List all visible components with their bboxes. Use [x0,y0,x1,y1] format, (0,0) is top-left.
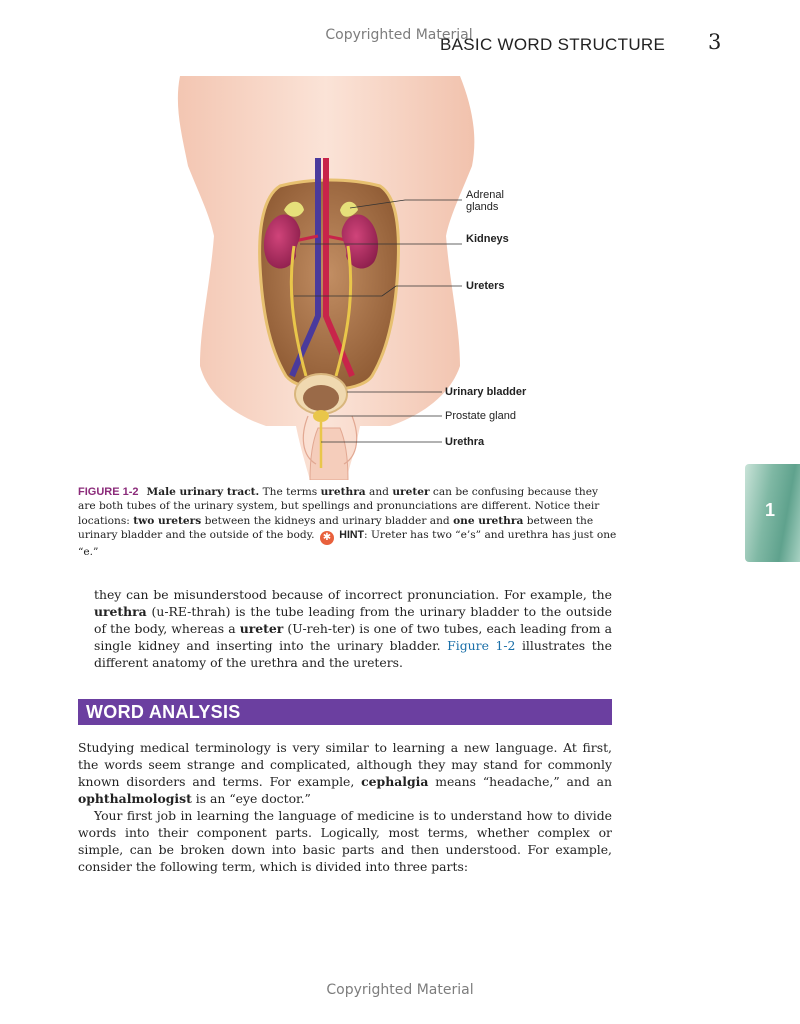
label-urethra: Urethra [445,436,485,448]
caption-text: between the urinary bladder and the outside of the body. [78,514,594,542]
caption-term: urethra [320,486,366,498]
paragraph-text: (u-RE-thrah) is the tube leading from the urinary bladder to the outside of the body, whereas a [94,604,612,636]
paragraph-text: (U-reh-ter) is one of two tubes, each leading from a single kidney and inserting into the urinary bladder. [94,621,612,653]
copyright-watermark-bottom: Copyrighted Material [326,982,474,998]
paragraph-text: Studying medical terminology is very similar to learning a new language. At first, the words seem strange and complicated, although they may stand for commonly known disorders and terms. For example, [78,740,612,789]
caption-text: The terms [259,486,321,498]
caption-emphasis: one urethra [453,514,524,527]
label-prostate-gland: Prostate gland [445,410,516,422]
figure-caption [78,485,618,560]
paragraph-term: urethra [94,604,147,619]
label-urinary-bladder: Urinary bladder [445,386,527,398]
prostate-gland [313,410,329,422]
label-adrenal-line1: Adrenal [466,189,504,201]
section-title: WORD ANALYSIS [86,702,241,722]
paragraph-term: cephalgia [361,774,429,789]
caption-text: and [365,486,393,498]
caption-emphasis: two ureters [133,514,202,527]
paragraph-term: ureter [239,621,284,636]
section-heading-bar [78,699,612,725]
paragraph-text: they can be misunderstood because of incorrect pronunciation. For example, the [94,587,612,602]
caption-text: between the kidneys and urinary bladder and [201,514,454,527]
copyright-watermark-top: Copyrighted Material [325,27,473,43]
hint-icon: ✱ [320,531,334,545]
body-paragraph-3: Your first job in learning the language of medicine is to understand how to divide words into their component parts. Logically, most terms, whether complex or simple, can be broken down into basic parts and then understood. For example, consider the following term, which is divided into three parts: [78,808,612,874]
paragraph-text: is an “eye doctor.” [191,791,311,806]
caption-term: ureter [392,486,430,498]
hint-label: HINT [339,529,365,542]
running-header-title: BASIC WORD STRUCTURE [440,35,666,54]
paragraph-text: illustrates the different anatomy of the urethra and the ureters. [94,638,612,670]
paragraph-term: ophthalmologist [78,791,192,806]
figure-reference-link[interactable]: Figure 1-2 [447,638,516,653]
abdominal-cavity [260,180,399,390]
label-ureters: Ureters [466,280,505,292]
label-kidneys: Kidneys [466,233,509,245]
caption-title: Male urinary tract. [146,486,260,498]
urinary-tract-illustration [160,76,580,480]
page-number: 3 [708,30,722,54]
paragraph-text: means “headache,” and an [428,774,612,789]
label-adrenal-line2: glands [466,201,499,213]
hint-text: : Ureter has two “e’s” and urethra has just one “e.” [78,529,617,559]
body-paragraph-1 [94,586,612,671]
chapter-tab-number: 1 [765,500,776,520]
figure-number: FIGURE 1-2 [78,486,139,498]
body-paragraph-2 [78,739,612,807]
caption-text: can be confusing because they are both tubes of the urinary system, but spellings and pronunciations are different. Notice their locations: [78,486,600,527]
chapter-tab[interactable] [745,464,800,562]
